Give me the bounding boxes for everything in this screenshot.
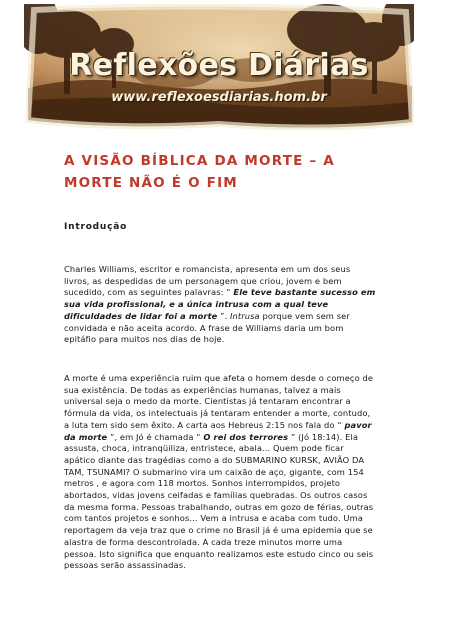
paragraph-2-quote: pavor da morte [64,419,372,442]
paragraph-1-text: Charles Williams, escritor e romancista, apresenta em um dos seus livros, as despedidas de um personagem que criou, jovem e bem sucedido, com as seguintes palavras: “ [64,264,351,298]
section-heading-introducao: Introdução [64,222,128,232]
paragraph-1 [64,264,376,346]
paragraph-1-quote: Ele teve bastante sucesso em sua vida profissional, e a única intrusa com a qual teve dificuldades de lidar foi a morte [64,287,376,321]
paragraph-1-emphasis: Intrusa [229,310,260,321]
paragraph-2-text: ” (Jó 18:14). Ela assusta, choca, intranqüiliza, entristece, abala... Quem pode ficar apático diante das tragédias como a do SUBMARINO KURSK, AVIÃO DA TAM, TSUNAMI? O submarino vira um caixão de aço, gigante, com 154 metros , e agora com 118 mortos. Sonhos interrompidos, projeto abortados, vidas jovens ceifadas e famílias quebradas. Os outros casos da mesma forma. Pessoas trabalhando, outras em gozo de férias, outras com tantos projetos e sonhos... Vem a intrusa e acaba com tudo. Uma reportagem da veja traz que o crime no Brasil já é uma epidemia que se alastra de forma descontrolada. A cada treze minutos morre uma pessoa. Isto significa que enquanto realizamos este estudo cinco ou seis pessoas serão assassinadas. [64,431,374,571]
banner-title: Reflexões Diárias [69,48,369,83]
paragraph-1-text: porque vem sem ser convidada e não aceita acordo. A frase de Williams daria um bom epitáfio para muitos nos dias de hoje. [64,310,350,345]
header-banner [24,4,414,130]
paragraph-2-text: ”, em Jó é chamada “ [107,431,204,442]
paragraph-2-quote: O rei dos terrores [203,431,289,442]
paragraph-1-text: ”. [217,310,230,321]
document-title: A VISÃO BÍBLICA DA MORTE – A MORTE NÃO É O FIM [64,153,335,191]
banner-url: www.reflexoesdiarias.hom.br [111,90,327,105]
paragraph-2 [64,373,376,572]
paragraph-2-text: A morte é uma experiência ruim que afeta o homem desde o começo de sua existência. De todas as experiências humanas, talvez a mais universal seja o medo da morte. Cientistas já tentaram encontrar a fórmula da vida, os intelectuais já tentaram entender a morte, contudo, a luta tem sido sem êxito. A carta aos Hebreus 2:15 nos fala do “ [64,373,374,430]
